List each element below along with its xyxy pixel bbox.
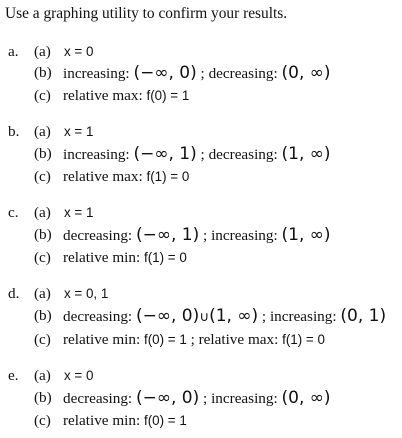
part-b-answer bbox=[63, 144, 331, 164]
section-letter: c. bbox=[8, 204, 19, 221]
interval: (−∞, 1) bbox=[135, 225, 200, 245]
interval: (1, ∞) bbox=[281, 225, 331, 245]
extremum-value: f(1) = 0 bbox=[282, 332, 325, 347]
separator: ; bbox=[261, 308, 267, 325]
part-c-label: (c) bbox=[34, 331, 51, 348]
extremum-label: relative max: bbox=[63, 168, 143, 185]
interval: (1, ∞) bbox=[209, 306, 259, 326]
part-c-answer bbox=[63, 330, 325, 350]
monotonic-label: decreasing: bbox=[63, 227, 133, 244]
extremum-label: relative max: bbox=[198, 331, 279, 348]
extremum-label: relative min: bbox=[63, 249, 141, 266]
part-c-label: (c) bbox=[34, 168, 51, 185]
section-letter: d. bbox=[8, 285, 20, 302]
extremum-label: relative min: bbox=[63, 331, 141, 348]
extremum-value: f(1) = 0 bbox=[143, 250, 187, 265]
separator: ; bbox=[203, 227, 208, 244]
part-a-label: (a) bbox=[34, 367, 51, 384]
part-a-label: (a) bbox=[34, 123, 51, 140]
extremum-label: relative min: bbox=[63, 412, 141, 429]
extremum-value: f(0) = 1 bbox=[143, 413, 187, 428]
part-c-label: (c) bbox=[34, 249, 51, 266]
part-b-answer bbox=[63, 63, 331, 83]
part-a-label: (a) bbox=[34, 43, 51, 60]
part-c-answer bbox=[63, 167, 189, 187]
interval: (−∞, 0) bbox=[135, 388, 200, 408]
monotonic-label: increasing: bbox=[211, 390, 278, 407]
monotonic-label: decreasing: bbox=[63, 308, 133, 325]
part-a-label: (a) bbox=[34, 204, 51, 221]
part-c-answer bbox=[63, 86, 189, 106]
separator: ; bbox=[200, 65, 205, 82]
part-b-label: (b) bbox=[34, 145, 52, 162]
part-b-answer bbox=[63, 225, 331, 245]
extremum-value: f(0) = 1 bbox=[143, 332, 187, 347]
extremum-value: f(1) = 0 bbox=[146, 169, 190, 184]
monotonic-label: increasing: bbox=[269, 308, 337, 325]
monotonic-label: decreasing: bbox=[63, 390, 133, 407]
separator: ; bbox=[200, 146, 205, 163]
part-a-answer: x = 0 bbox=[64, 368, 94, 383]
monotonic-label: decreasing: bbox=[208, 65, 278, 82]
part-b-label: (b) bbox=[34, 389, 52, 406]
monotonic-label: decreasing: bbox=[208, 146, 278, 163]
interval: (1, ∞) bbox=[281, 144, 331, 164]
section-letter: e. bbox=[8, 367, 19, 384]
separator: ; bbox=[203, 390, 208, 407]
part-c-answer bbox=[63, 411, 187, 431]
interval: (0, 1) bbox=[340, 306, 387, 326]
monotonic-label: increasing: bbox=[63, 146, 130, 163]
interval: (−∞, 0) bbox=[133, 63, 197, 83]
interval: (0, ∞) bbox=[281, 388, 331, 408]
part-b-answer bbox=[63, 306, 386, 326]
part-b-label: (b) bbox=[34, 307, 52, 324]
monotonic-label: increasing: bbox=[63, 65, 130, 82]
monotonic-label: increasing: bbox=[211, 227, 278, 244]
interval: (−∞, 1) bbox=[133, 144, 197, 164]
interval: (0, ∞) bbox=[281, 63, 331, 83]
part-c-answer bbox=[63, 248, 187, 268]
intro-text: Use a graphing utility to confirm your results. bbox=[5, 5, 288, 22]
part-a-answer: x = 0, 1 bbox=[64, 286, 109, 301]
union-symbol: ∪ bbox=[199, 309, 210, 324]
extremum-value: f(0) = 1 bbox=[146, 88, 190, 103]
part-b-label: (b) bbox=[34, 226, 52, 243]
part-c-label: (c) bbox=[34, 87, 51, 104]
section-letter: a. bbox=[8, 43, 19, 60]
interval: (−∞, 0) bbox=[135, 306, 200, 326]
part-b-answer bbox=[63, 388, 331, 408]
part-a-answer: x = 1 bbox=[64, 205, 94, 220]
extremum-label: relative max: bbox=[63, 87, 143, 104]
part-b-label: (b) bbox=[34, 64, 52, 81]
part-c-label: (c) bbox=[34, 412, 51, 429]
part-a-answer: x = 1 bbox=[64, 124, 94, 139]
section-letter: b. bbox=[8, 123, 20, 140]
part-a-answer: x = 0 bbox=[64, 44, 94, 59]
part-a-label: (a) bbox=[34, 285, 51, 302]
separator: ; bbox=[190, 331, 195, 348]
